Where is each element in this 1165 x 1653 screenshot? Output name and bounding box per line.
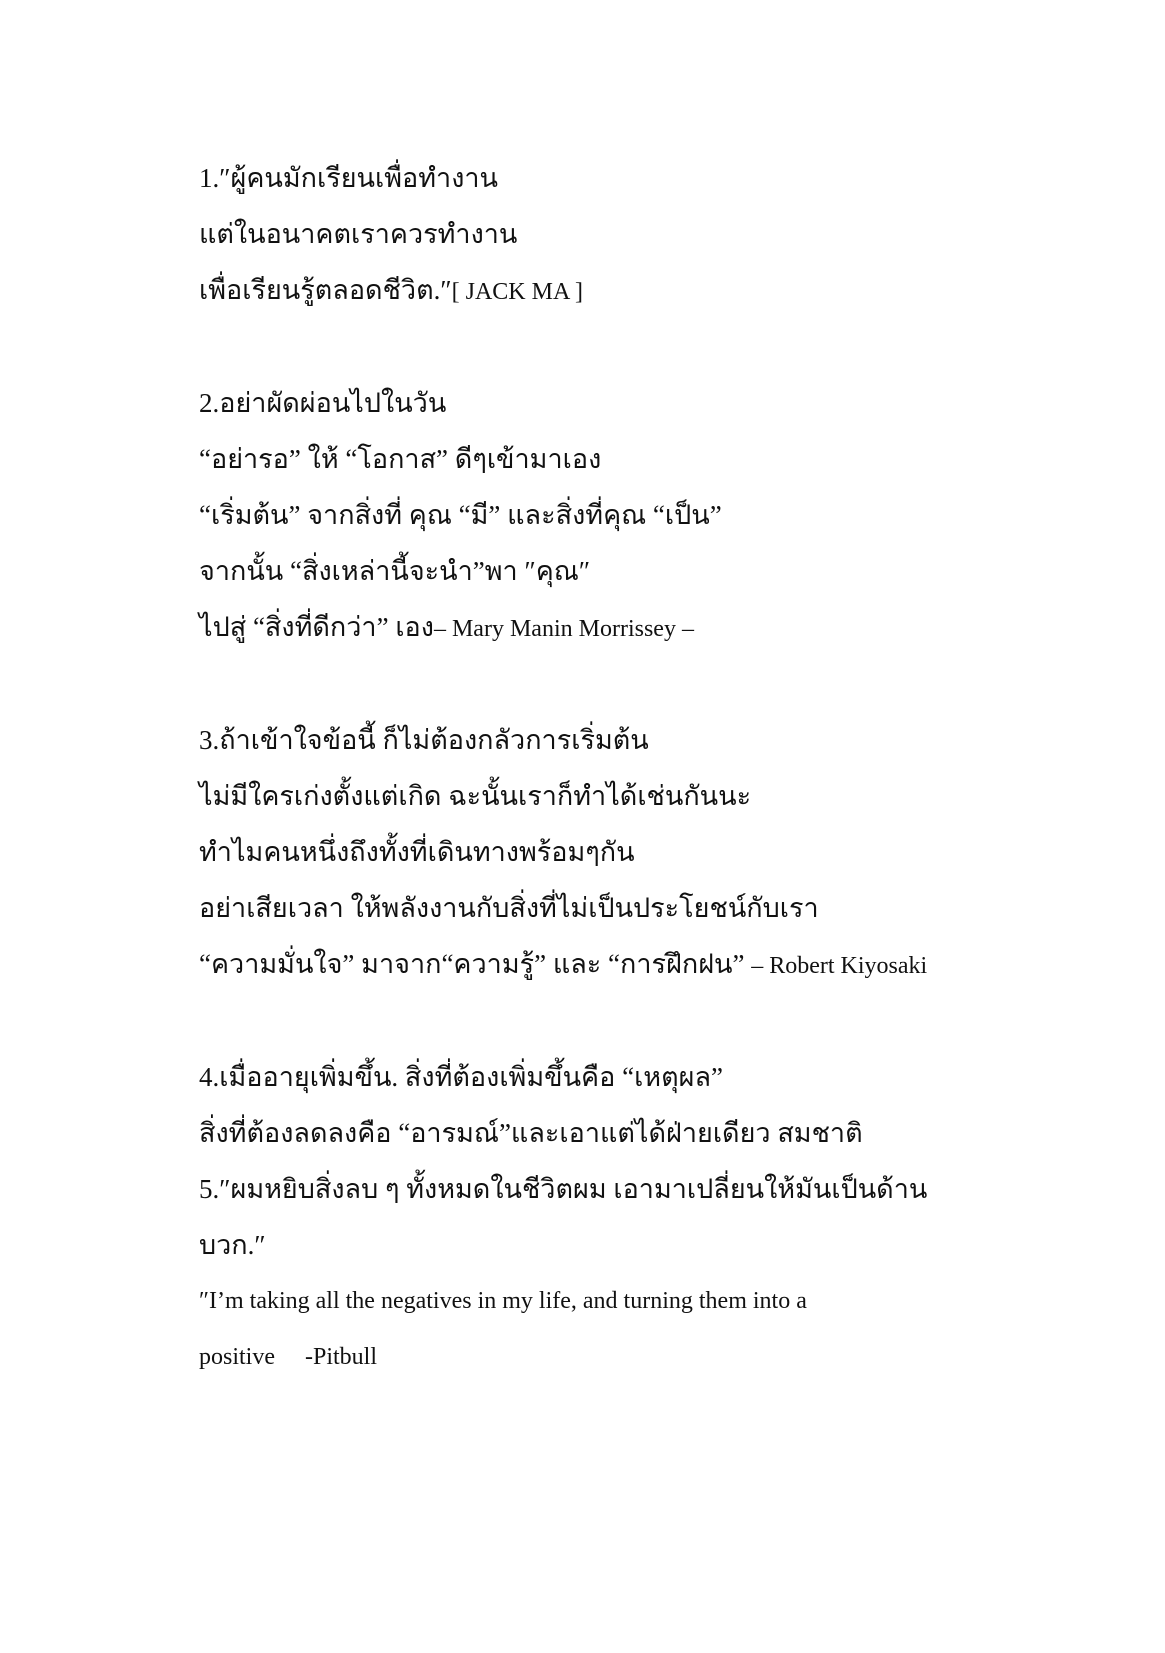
quote-2-line-2: “อย่ารอ” ให้ “โอกาส” ดีๆเข้ามาเอง [199,444,602,474]
quote-1-line-2: แต่ในอนาคตเราควรทำงาน [199,219,518,249]
quote-5-english-line-1: ″I’m taking all the negatives in my life, and turning them into a [199,1288,807,1314]
quote-1 [199,150,1099,318]
quote-1-line-3 [199,262,1099,318]
paragraph-gap [199,655,1099,712]
quote-3-line-1: 3.ถ้าเข้าใจข้อนี้ ก็ไม่ต้องกลัวการเริ่มต้น [199,725,649,755]
quote-5-english-line-2: positive -Pitbull [199,1344,378,1370]
quote-3-line-4: อย่าเสียเวลา ให้พลังงานกับสิ่งที่ไม่เป็นประโยชน์กับเรา [199,893,819,923]
quote-2-line-5-text: ไปสู่ “สิ่งที่ดีกว่า” เอง [199,612,434,642]
quote-4-line-2: สิ่งที่ต้องลดลงคือ “อารมณ์”และเอาแต่ได้ฝ่ายเดียว สมชาติ [199,1118,863,1148]
quote-4 [199,1049,1099,1161]
paragraph-gap [199,318,1099,375]
quote-3-line-5 [199,936,1099,992]
quote-2-author: – Mary Manin Morrissey – [433,616,694,642]
quote-4-line-1: 4.เมื่ออายุเพิ่มขึ้น. สิ่งที่ต้องเพิ่มขึ้นคือ “เหตุผล” [199,1062,723,1092]
quote-1-line-1: 1.″ผู้คนมักเรียนเพื่อทำงาน [199,163,498,193]
quote-3 [199,712,1099,992]
quote-5 [199,1161,1099,1385]
quote-2-line-4: จากนั้น “สิ่งเหล่านี้จะนำ”พา ″คุณ″ [199,556,591,586]
quote-3-line-5-text: “ความมั่นใจ” มาจาก“ความรู้” และ “การฝึกฝน” [199,949,745,979]
quote-2-line-3: “เริ่มต้น” จากสิ่งที่ คุณ “มี” และสิ่งที่คุณ “เป็น” [199,500,722,530]
quote-2-line-5 [199,599,1099,655]
quote-2 [199,375,1099,655]
quote-3-line-2: ไม่มีใครเก่งตั้งแต่เกิด ฉะนั้นเราก็ทำได้เช่นกันนะ [199,781,752,811]
quote-2-line-1: 2.อย่าผัดผ่อนไปในวัน [199,388,447,418]
quotes-body [199,150,1099,1385]
quote-5-line-2: บวก.″ [199,1230,266,1260]
quote-5-line-1: 5.″ผมหยิบสิ่งลบ ๆ ทั้งหมดในชีวิตผม เอามาเปลี่ยนให้มันเป็นด้าน [199,1174,928,1204]
paragraph-gap [199,992,1099,1049]
quote-1-line-3-text: เพื่อเรียนรู้ตลอดชีวิต.″ [199,275,452,305]
quote-3-author: – Robert Kiyosaki [751,953,928,979]
quote-3-line-3: ทำไมคนหนึ่งถึงทั้งที่เดินทางพร้อมๆกัน [199,837,635,867]
quote-1-author: [ JACK MA ] [451,279,583,305]
